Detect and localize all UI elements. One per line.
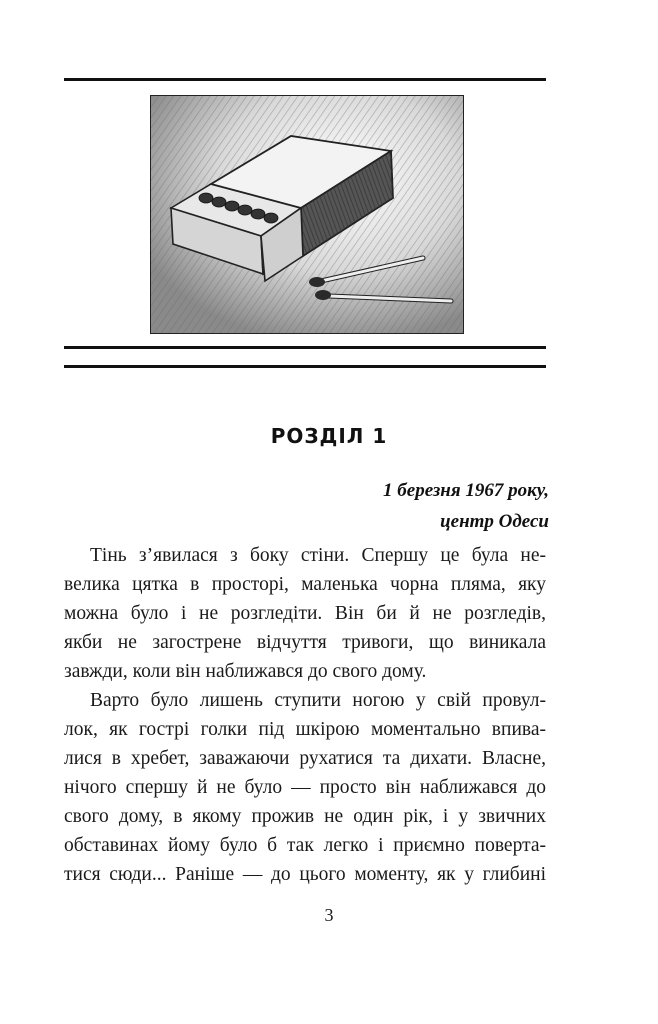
dateline-date: 1 березня 1967 року,	[383, 480, 549, 501]
bottom-rule-lower	[64, 365, 546, 368]
text-line: свого дому, в якому прожив не один рік, і у звичних	[64, 806, 546, 827]
top-rule	[64, 78, 546, 81]
text-line: тися сюди... Раніше — до цього моменту, як у глибині	[64, 864, 546, 885]
text-line: лися в хребет, заважаючи рухатися та дихати. Власне,	[64, 748, 546, 769]
bottom-rule-upper	[64, 346, 546, 349]
text-line: можна було і не розгледіти. Він би й не розгледів,	[64, 603, 546, 624]
text-line: нічого спершу й не було — просто він наближався до	[64, 777, 546, 798]
page-number: 3	[324, 905, 334, 925]
matchbox-illustration	[150, 95, 464, 334]
text-line: лок, як гострі голки під шкірою моментально впива-	[64, 719, 546, 740]
text-line: Тінь з’явилася з боку стіни. Спершу це була не-	[90, 545, 546, 566]
text-line: велика цятка в просторі, маленька чорна пляма, яку	[64, 574, 546, 595]
text-line: обставинах йому було б так легко і приємно поверта-	[64, 835, 546, 856]
dateline-place: центр Одеси	[440, 511, 549, 532]
text-line: Варто було лишень ступити ногою у свій провул-	[90, 690, 546, 711]
text-line: завжди, коли він наближався до свого дому.	[64, 661, 427, 682]
text-line: якби не загострене відчуття тривоги, що виникала	[64, 632, 546, 653]
chapter-title: РОЗДІЛ 1	[270, 424, 388, 448]
